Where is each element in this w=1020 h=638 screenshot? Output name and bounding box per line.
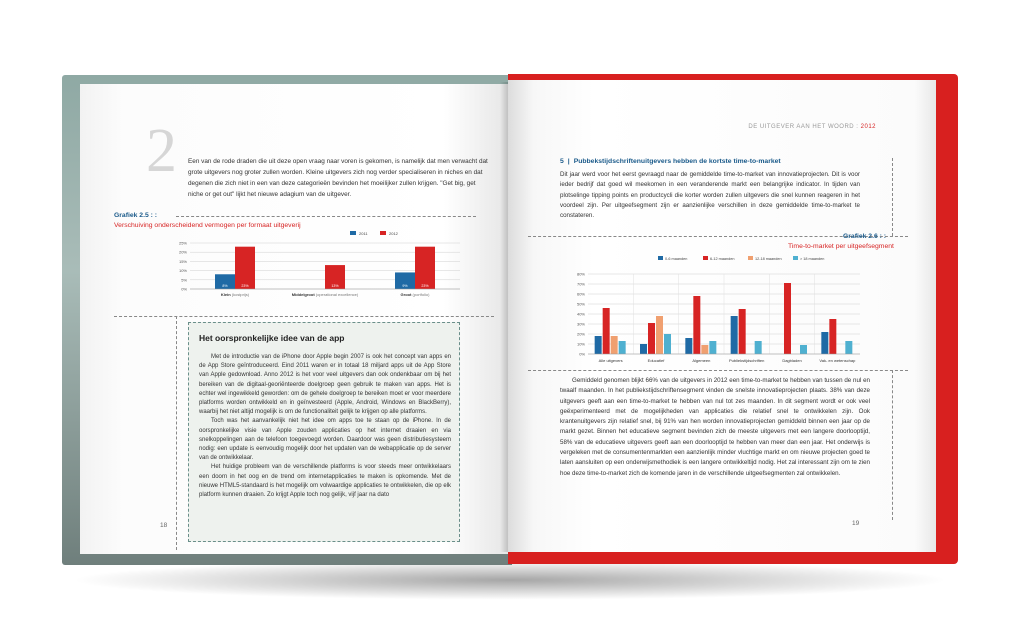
legend-label: 12-18 maanden [755, 257, 782, 261]
y-tick-label: 50% [576, 301, 585, 307]
y-tick-label: 0% [579, 351, 585, 357]
running-year: 2012 [860, 124, 876, 130]
page-number: 19 [852, 520, 860, 527]
box-paragraph: Met de introductie van de iPhone door Apple begin 2007 is ook het concept van apps en de App Store geïntroduceerd. Eind 2011 waren er in totaal 18 miljard apps uit de App Store van Apple gedownload. Anno 2012 is het voor veel uitgevers dan ook ondenkbaar om bij het bereiken van de digitaal-georiënteerde doelgroep geen gebruik te maken van apps. Het is echter wel ingewikkeld geworden: om de gehele doelgroep te bereiken moet er voor meerdere platforms worden ontwikkeld en in geïnvesteerd (Apple, Android, Windows en BlackBerry), waarbij het niet altijd mogelijk is om de functionaliteit gelijk te krijgen op alle platforms. [199, 354, 451, 416]
bar [709, 341, 716, 354]
bar [739, 309, 746, 354]
bar [664, 334, 671, 354]
divider [176, 216, 476, 217]
right-page [508, 80, 936, 552]
bar [829, 319, 836, 354]
y-tick-label: 80% [576, 271, 585, 277]
x-tick-label-main: Groot [400, 292, 413, 297]
section-heading: 5 | Pubbekstijdschriftenuitgevers hebben de kortste time-to-market [560, 158, 781, 165]
chapter-number: 2 [146, 117, 177, 185]
y-tick-label: 5% [181, 277, 187, 283]
section-title: Pubbekstijdschriftenuitgevers hebben de kortste time-to-market [573, 158, 781, 165]
graph-number: Grafiek 2.5 : : [114, 212, 158, 219]
x-tick-label-main: Middelgroot [291, 292, 316, 297]
legend-swatch [380, 231, 386, 235]
divider [528, 370, 908, 371]
y-tick-label: 15% [178, 258, 187, 264]
x-tick-label [292, 292, 359, 297]
bar [640, 344, 647, 354]
x-tick-label-main: Klein [220, 292, 232, 297]
x-tick-label: Educatief [647, 358, 665, 363]
box-paragraph: Het huidige probleem van de verschillende platforms is voor steeds meer ontwikkelaars een doorn in het oog en de trend om internetapplicaties te maken is opkomende. Met de nieuwe HTML5-standaard is het mogelijk om volwaardige applicaties te ontwikkelen, die op elk platform kunnen draaien. Zo krijgt Apple toch nog gelijk, vijf jaar na dato [199, 464, 451, 499]
data-label: 0% [312, 284, 318, 288]
bar [685, 338, 692, 354]
x-tick-label: Alle uitgevers [598, 358, 623, 363]
running-head: DE UITGEVER AAN HET WOORD : 2012 [748, 124, 876, 130]
bar [611, 336, 618, 354]
data-label: 23% [241, 284, 249, 288]
legend-label: > 18 maanden [800, 257, 825, 261]
book-shadow [70, 560, 950, 600]
x-tick-label: Dagbladen [782, 358, 802, 363]
y-tick-label: 10% [576, 341, 585, 347]
bar [415, 247, 435, 289]
left-page [80, 84, 508, 554]
y-tick-label: 0% [181, 286, 187, 292]
graph-title: Time-to-market per uitgeefsegment [788, 243, 894, 250]
graph-title: Verschuiving onderscheidend vermogen per formaat uitgeverij [114, 222, 301, 229]
x-tick-label: Vak- en wetenschap [819, 358, 856, 363]
intro-text: Een van de rode draden die uit deze open vraag naar voren is gekomen, is namelijk dat men verwacht dat grote uitgevers nog groter zullen worden. Kleine uitgevers zich nog verder specialiseren in niches en dat degenen die zich niet in een van deze categorieën bevinden het moeilijker zullen krijgen. "Get big, get niche or get out" lijkt het nieuwe adagium van de uitgever. [188, 158, 488, 198]
x-tick-label [401, 292, 431, 297]
bar [595, 336, 602, 354]
data-label: 8% [222, 284, 228, 288]
bar [619, 341, 626, 354]
divider [176, 316, 177, 550]
section-number: 5 [560, 158, 564, 165]
bar [731, 316, 738, 354]
body-text [560, 376, 870, 479]
legend-swatch [793, 256, 798, 260]
chart-2-6 [560, 252, 870, 372]
body-paragraph: Gemiddeld genomen blijkt 66% van de uitgevers in 2012 een time-to-market te hebben van tussen de nul en twaalf maanden. In het publiekstijdschriftensegment vinden de snelste innovatieprojecten plaats. 38% van deze uitgevers geeft aan een time-to-market te hebben van nul tot zes maanden. In dit segment wordt er ook veel geëxperimenteerd met de mogelijkheden van applicaties die relatief snel te ontwikkelen zijn. Ook krantenuitgevers zijn relatief snel, bij 91% van hen worden innovatieprojecten gemiddeld binnen een jaar op de markt gezet. Binnen het educatieve segment bevinden zich de meeste uitgevers met een langere doorlooptijd, 58% van de educatieve uitgevers geeft aan een doorlooptijd te hebben van meer dan een jaar. Het onderwijs is vergeleken met de consumentenmarkten een aanzienlijk minder vluchtige markt en om nieuwe projecten goed te laten aansluiten op een onderwijsmethodiek is een langere ontwikkeltijd nodig. Het zal interessant zijn om te zien hoe deze time-to-market zich de komende jaren in de verschillende uitgeefsegmenten zal ontwikkelen. [560, 377, 870, 477]
divider [114, 316, 494, 317]
y-tick-label: 70% [576, 281, 585, 287]
bar [648, 323, 655, 354]
legend-label: 2011 [359, 231, 368, 236]
bar [701, 345, 708, 354]
bar [693, 296, 700, 354]
y-tick-label: 20% [576, 331, 585, 337]
x-tick-label-sub: (kostprijs) [231, 292, 250, 297]
y-tick-label: 30% [576, 321, 585, 327]
y-tick-label: 40% [576, 311, 585, 317]
data-label: 9% [402, 284, 408, 288]
body-text: Dit jaar werd voor het eerst gevraagd naar de gemiddelde time-to-market van innovatieprojecten. Dit is voor ieder bedrijf dat goed wil meekomen in een veranderende markt een belangrijke indicator. In tijden van plotselinge tipping points en productcycli die korter worden zullen uitgevers die snel kunnen reageren in het voordeel zijn. Per uitgeefsegment zijn er aanzienlijke verschillen in deze gemiddelde time-to-market te constateren. [560, 171, 860, 220]
x-tick-label-sub: (portfolio) [412, 292, 430, 297]
divider [892, 158, 893, 236]
chart-2-5 [160, 229, 480, 309]
y-tick-label: 20% [178, 249, 187, 255]
legend-label: 2012 [389, 231, 398, 236]
bar [845, 341, 852, 354]
bar [755, 341, 762, 354]
bar [656, 316, 663, 354]
bar [821, 332, 828, 354]
data-label: 23% [421, 284, 429, 288]
divider [892, 370, 893, 520]
legend-label: 0-6 maanden [665, 257, 688, 261]
bar [800, 345, 807, 354]
x-tick-label-sub: (operational excellence) [315, 292, 359, 297]
running-title: DE UITGEVER AAN HET WOORD [748, 124, 855, 130]
legend-swatch [703, 256, 708, 260]
legend-swatch [748, 256, 753, 260]
data-label: 13% [331, 284, 339, 288]
x-tick-label: Algemeen [692, 358, 711, 363]
legend-swatch [658, 256, 663, 260]
bar [784, 283, 791, 354]
bar [603, 308, 610, 354]
legend-swatch [350, 231, 356, 235]
y-tick-label: 60% [576, 291, 585, 297]
x-tick-label [221, 292, 250, 297]
x-tick-label: Publiekstijdschriften [728, 358, 765, 363]
bar [235, 247, 255, 289]
y-tick-label: 25% [178, 240, 187, 246]
sidebar-box [188, 322, 460, 542]
box-text [199, 353, 451, 500]
graph-number: Grafiek 2.6 : : [843, 233, 887, 240]
legend-label: 6-12 maanden [710, 257, 735, 261]
box-paragraph: Toch was het aanvankelijk niet het idee om apps toe te staan op de iPhone. In de oorspronkelijke visie van Apple zouden applicaties op het internet draaien en via snelkoppelingen aan de telefoon toegevoegd worden. Daardoor was geen distributiesysteem nodig: een update is eenvoudig mogelijk door het updaten van de webapplicatie op de server van de ontwikkelaar. [199, 418, 451, 462]
y-tick-label: 10% [178, 268, 187, 274]
page-number: 18 [160, 522, 168, 529]
box-title: Het oorspronkelijke idee van de app [199, 333, 345, 343]
